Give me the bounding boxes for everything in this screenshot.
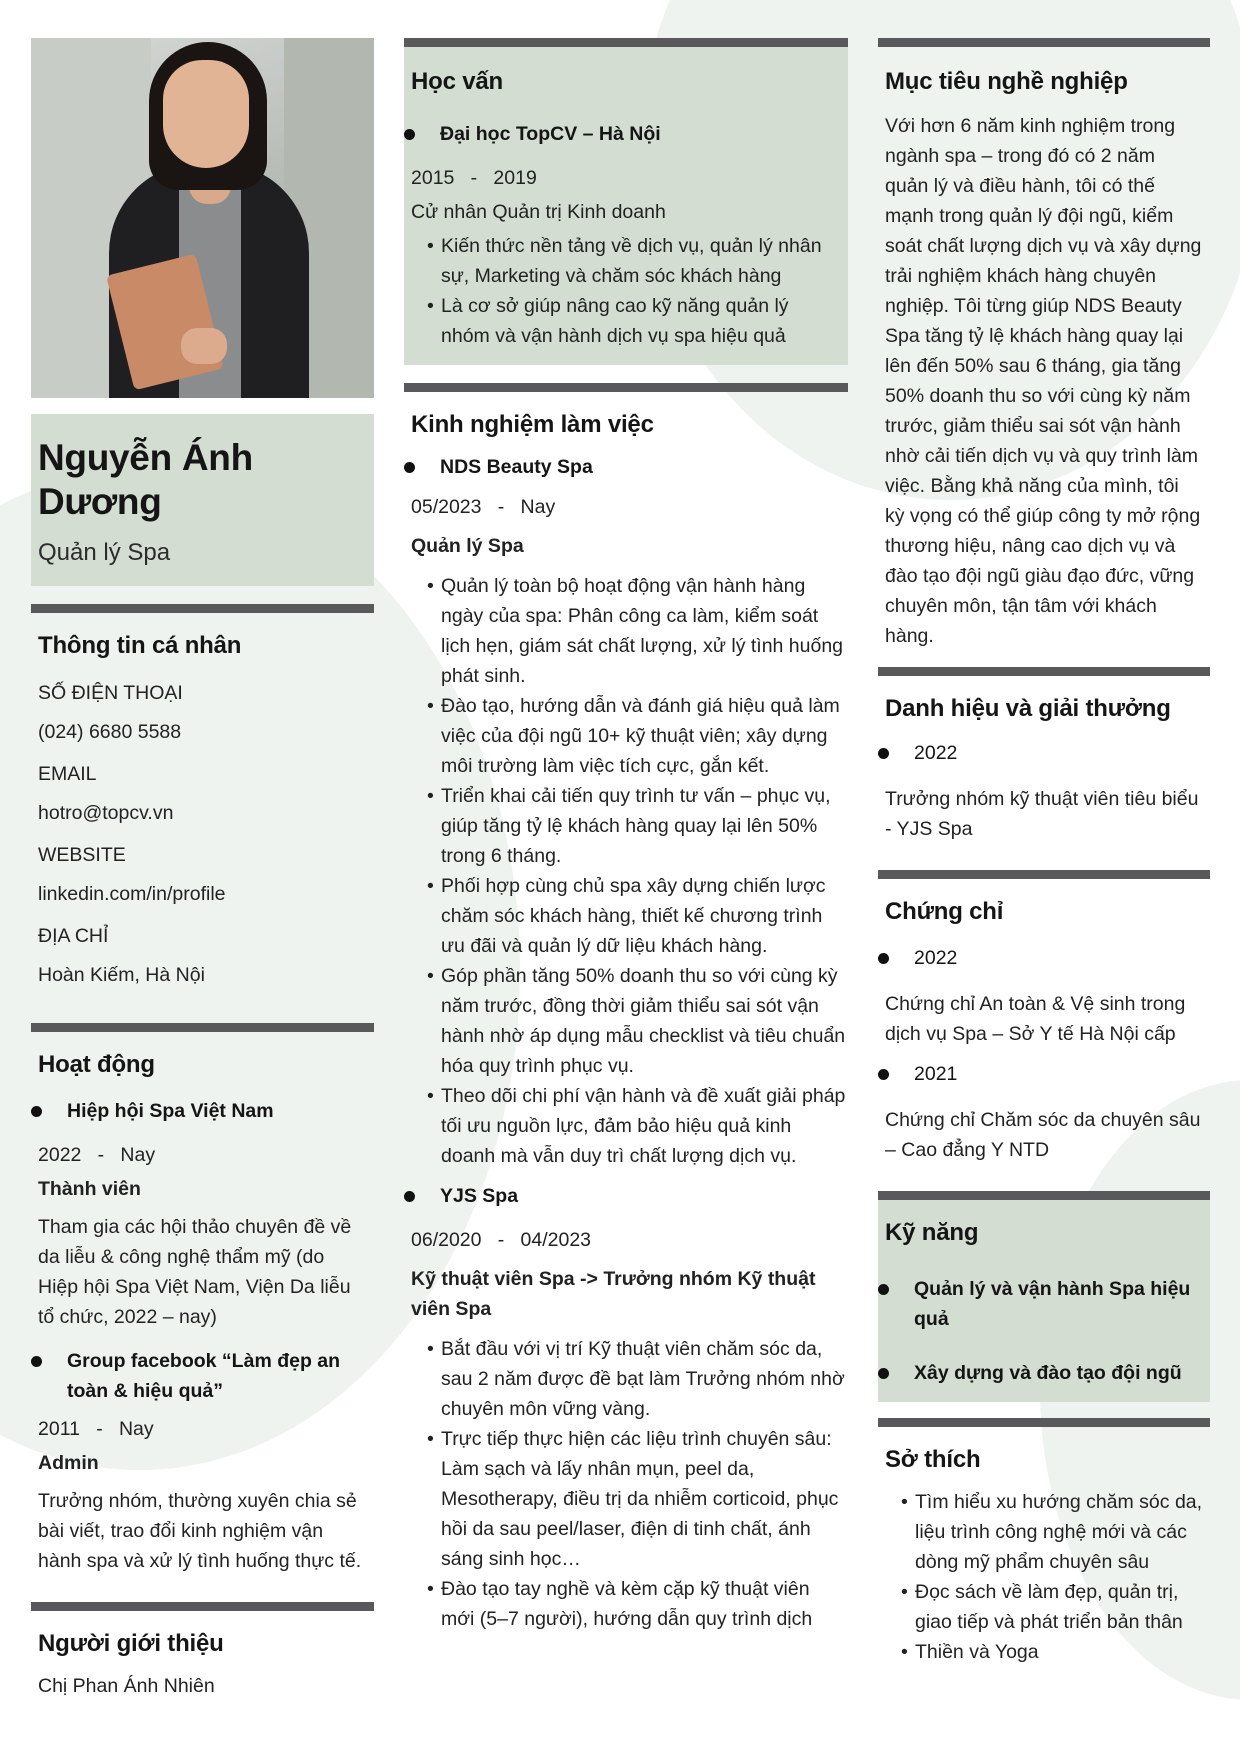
referee-name: Chị Phan Ánh Nhiên: [38, 1675, 215, 1697]
email-label: EMAIL: [38, 763, 97, 785]
skill-item: Quản lý và vận hành Spa hiệu quả: [878, 1274, 1203, 1334]
awards-heading: Danh hiệu và giải thưởng: [885, 695, 1171, 722]
middle-column: [404, 38, 848, 1634]
left-column: [31, 38, 374, 1701]
skill-item: Xây dựng và đào tạo đội ngũ: [878, 1358, 1203, 1388]
website-value: linkedin.com/in/profile: [38, 883, 226, 905]
activities-section: [31, 1023, 374, 1576]
job-bullets: [404, 571, 848, 1171]
award-text: Trưởng nhóm kỹ thuật viên tiêu biểu - YJS Spa: [885, 788, 1199, 840]
job-company: NDS Beauty Spa: [404, 452, 848, 482]
list-item: • Đào tạo tay nghề và kèm cặp kỹ thuật viên mới (5–7 người), hướng dẫn quy trình dịch: [431, 1574, 848, 1634]
certificate-year: 2021: [878, 1059, 1203, 1089]
section-divider: [404, 38, 848, 47]
job-title: Quản lý Spa: [38, 539, 171, 566]
certificate-text: Chứng chỉ Chăm sóc da chuyên sâu – Cao đẳng Y NTD: [885, 1109, 1201, 1161]
activity-dates: 2011 - Nay: [38, 1418, 154, 1440]
list-item: • Là cơ sở giúp nâng cao kỹ năng quản lý nhóm và vận hành dịch vụ spa hiệu quả: [431, 291, 841, 351]
address-value: Hoàn Kiếm, Hà Nội: [38, 964, 205, 986]
experience-section: [404, 383, 848, 1634]
education-bullets: [411, 231, 841, 351]
activity-role: Admin: [38, 1452, 99, 1474]
activity-dates: 2022 - Nay: [38, 1144, 156, 1166]
activity-desc: Trưởng nhóm, thường xuyên chia sẻ bài viết, trao đổi kinh nghiệm vận hành spa và xử lý tình huống thực tế.: [38, 1490, 362, 1572]
education-school: Đại học TopCV – Hà Nội: [404, 119, 841, 149]
skills-heading: Kỹ năng: [885, 1219, 979, 1246]
referee-heading: Người giới thiệu: [38, 1630, 224, 1657]
job-item: [404, 440, 848, 1171]
activity-org: Group facebook “Làm đẹp an toàn & hiệu quả”: [31, 1346, 367, 1406]
award-item: [878, 724, 1210, 844]
activity-item: [31, 1332, 374, 1576]
job-item: [404, 1171, 848, 1634]
list-item: • Trực tiếp thực hiện các liệu trình chuyên sâu: Làm sạch và lấy nhân mụn, peel da, Mesotherapy, điều trị da nhiễm corticoid, phục hồi da sau peel/laser, điện di tinh chất, ánh sáng sinh học…: [431, 1424, 848, 1574]
section-divider: [878, 1191, 1210, 1200]
objective-section: [878, 38, 1210, 651]
activity-item: [31, 1080, 374, 1332]
activities-heading: Hoạt động: [38, 1051, 155, 1078]
activity-role: Thành viên: [38, 1178, 141, 1200]
education-degree: Cử nhân Quản trị Kinh doanh: [411, 201, 666, 223]
objective-text: Với hơn 6 năm kinh nghiệm trong ngành spa – trong đó có 2 năm quản lý và điều hành, tôi có thế mạnh trong quản lý đội ngũ, kiểm soát chất lượng dịch vụ và xây dựng trải nghiệm khách hàng chuyên nghiệp. Tôi từng giúp NDS Beauty Spa tăng tỷ lệ khách hàng quay lại lên đến 50% sau 6 tháng, gia tăng 50% doanh thu so với cùng kỳ năm trước, giảm thiểu sai sót vận hành nhờ cải tiến dịch vụ và quy trình làm việc. Bằng khả năng của mình, tôi kỳ vọng có thể giúp công ty mở rộng thương hiệu, nâng cao dịch vụ và đào tạo đội ngũ giàu đạo đức, vững chuyên môn, tận tâm với khách hàng.: [885, 115, 1202, 647]
certificate-item: [878, 1049, 1210, 1165]
hobbies-section: [878, 1418, 1210, 1667]
list-item: • Triển khai cải tiến quy trình tư vấn – phục vụ, giúp tăng tỷ lệ khách hàng quay lại lên 50% trong 6 tháng.: [431, 781, 848, 871]
activity-desc: Tham gia các hội thảo chuyên đề về da liễu & công nghệ thẩm mỹ (do Hiệp hội Spa Việt Nam, Viện Da liễu tổ chức, 2022 – nay): [38, 1216, 352, 1328]
certificate-item: [878, 927, 1210, 1049]
activity-org: Hiệp hội Spa Việt Nam: [31, 1096, 367, 1126]
skills-section: [878, 1191, 1210, 1402]
education-heading: Học vấn: [411, 68, 503, 95]
list-item: • Theo dõi chi phí vận hành và đề xuất giải pháp tối ưu nguồn lực, đảm bảo hiệu quả kinh doanh mà vẫn duy trì chất lượng dịch vụ.: [431, 1081, 848, 1171]
list-item: • Quản lý toàn bộ hoạt động vận hành hàng ngày của spa: Phân công ca làm, kiểm soát lịch hẹn, giám sát chất lượng, xử lý tình huống phát sinh.: [431, 571, 848, 691]
phone-value: (024) 6680 5588: [38, 721, 182, 743]
right-column: [878, 38, 1210, 1667]
certificates-section: [878, 870, 1210, 1165]
section-divider: [31, 1023, 374, 1032]
education-dates: 2015 - 2019: [411, 167, 537, 189]
hobby-bullets: [878, 1487, 1210, 1667]
list-item: • Thiền và Yoga: [905, 1637, 1210, 1667]
list-item: • Phối hợp cùng chủ spa xây dựng chiến lược chăm sóc khách hàng, thiết kế chương trình ưu đãi và quản lý dữ liệu khách hàng.: [431, 871, 848, 961]
job-bullets: [404, 1334, 848, 1634]
section-divider: [31, 1602, 374, 1611]
section-divider: [31, 604, 374, 613]
phone-label: SỐ ĐIỆN THOẠI: [38, 682, 183, 704]
awards-section: [878, 667, 1210, 844]
list-item: • Bắt đầu với vị trí Kỹ thuật viên chăm sóc da, sau 2 năm được đề bạt làm Trưởng nhóm nhờ chuyên môn vững vàng.: [431, 1334, 848, 1424]
list-item: • Đào tạo, hướng dẫn và đánh giá hiệu quả làm việc của đội ngũ 10+ kỹ thuật viên; xây dựng môi trường làm việc tích cực, gắn kết.: [431, 691, 848, 781]
list-item: • Đọc sách về làm đẹp, quản trị, giao tiếp và phát triển bản thân: [905, 1577, 1210, 1637]
job-position: Kỹ thuật viên Spa -> Trưởng nhóm Kỹ thuật viên Spa: [411, 1268, 816, 1320]
job-dates: 06/2020 - 04/2023: [411, 1229, 592, 1251]
full-name: Nguyễn Ánh Dương: [38, 437, 253, 522]
address-label: ĐỊA CHỈ: [38, 925, 109, 947]
section-divider: [878, 38, 1210, 47]
certificate-year: 2022: [878, 943, 1203, 973]
name-box: [31, 414, 374, 586]
referee-section: [31, 1602, 374, 1701]
profile-photo: [31, 38, 374, 398]
certificates-heading: Chứng chỉ: [885, 898, 1004, 925]
personal-info-section: [31, 604, 374, 987]
education-section: [404, 47, 848, 365]
section-divider: [404, 383, 848, 392]
list-item: • Kiến thức nền tảng về dịch vụ, quản lý nhân sự, Marketing và chăm sóc khách hàng: [431, 231, 841, 291]
email-value: hotro@topcv.vn: [38, 802, 174, 824]
job-dates: 05/2023 - Nay: [411, 496, 556, 518]
certificate-text: Chứng chỉ An toàn & Vệ sinh trong dịch vụ Spa – Sở Y tế Hà Nội cấp: [885, 993, 1186, 1045]
section-divider: [878, 870, 1210, 879]
website-label: WEBSITE: [38, 844, 126, 866]
award-year: 2022: [878, 738, 1203, 768]
hobbies-heading: Sở thích: [885, 1446, 981, 1473]
experience-heading: Kinh nghiệm làm việc: [411, 411, 654, 438]
job-company: YJS Spa: [404, 1181, 848, 1211]
list-item: • Góp phần tăng 50% doanh thu so với cùng kỳ năm trước, đồng thời giảm thiểu sai sót vận hành nhờ áp dụng mẫu checklist và tiêu chuẩn hóa quy trình phục vụ.: [431, 961, 848, 1081]
job-position: Quản lý Spa: [411, 535, 524, 557]
section-divider: [878, 1418, 1210, 1427]
personal-info-heading: Thông tin cá nhân: [38, 632, 242, 659]
list-item: • Tìm hiểu xu hướng chăm sóc da, liệu trình công nghệ mới và các dòng mỹ phẩm chuyên sâu: [905, 1487, 1210, 1577]
objective-heading: Mục tiêu nghề nghiệp: [885, 68, 1128, 95]
section-divider: [878, 667, 1210, 676]
